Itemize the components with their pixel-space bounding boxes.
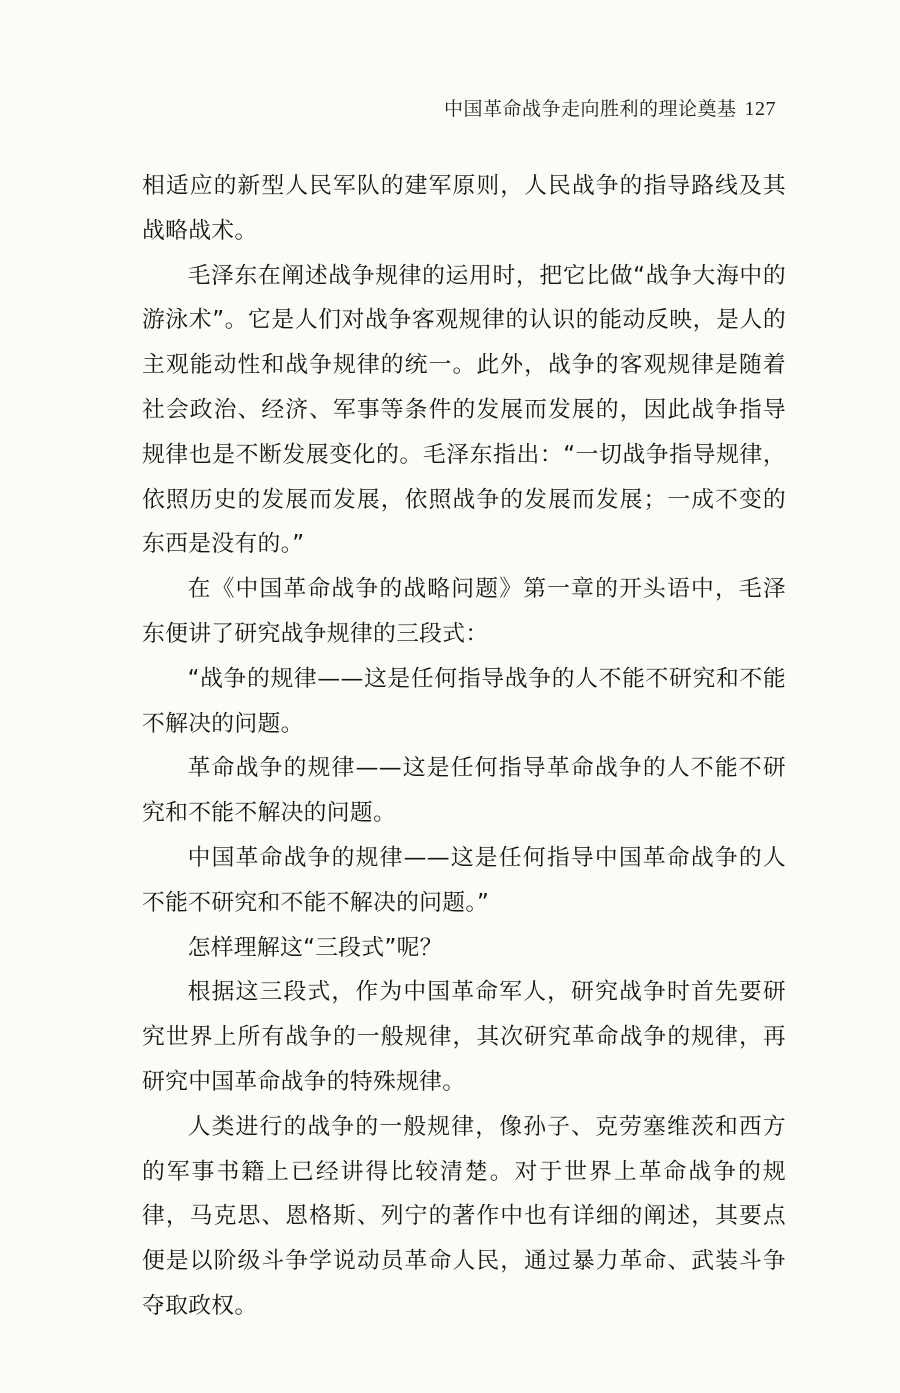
chapter-title: 中国革命战争走向胜利的理论奠基 [443,98,737,120]
paragraph: 人类进行的战争的一般规律，像孙子、克劳塞维茨和西方的军事书籍上已经讲得比较清楚。对于世界上革命战争的规律，马克思、恩格斯、列宁的著作中也有详细的阐述，其要点便是以阶级斗争学说动员革命人民，通过暴力革命、武装斗争夺取政权。 [142,1113,786,1319]
body-text [142,164,786,1329]
quote-paragraph: 中国革命战争的规律——这是任何指导中国革命战争的人不能不研究和不能不解决的问题。” [142,844,786,916]
paragraph: 在《中国革命战争的战略问题》第一章的开头语中，毛泽东便讲了研究战争规律的三段式： [142,576,786,647]
paragraph: 怎样理解这“三段式”呢？ [187,934,443,961]
paragraph: 毛泽东在阐述战争规律的运用时，把它比做“战争大海中的游泳术”。它是人们对战争客观规律的认识的能动反映，是人的主观能动性和战争规律的统一。此外，战争的客观规律是随着社会政治、经济、军事等条件的发展而发展的，因此战争指导规律也是不断发展变化的。毛泽东指出：“一切战争指导规律，依照历史的发展而发展，依照战争的发展而发展；一成不变的东西是没有的。” [142,262,786,558]
running-header [124,94,776,121]
paragraph-continued: 相适应的新型人民军队的建军原则，人民战争的指导路线及其战略战术。 [142,173,786,244]
quote-paragraph: “战争的规律——这是任何指导战争的人不能不研究和不能不解决的问题。 [142,665,786,737]
paragraph: 根据这三段式，作为中国革命军人，研究战争时首先要研究世界上所有战争的一般规律，其次研究革命战争的规律，再研究中国革命战争的特殊规律。 [142,979,786,1095]
page-number: 127 [744,98,776,120]
quote-paragraph: 革命战争的规律——这是任何指导革命战争的人不能不研究和不能不解决的问题。 [142,755,786,827]
